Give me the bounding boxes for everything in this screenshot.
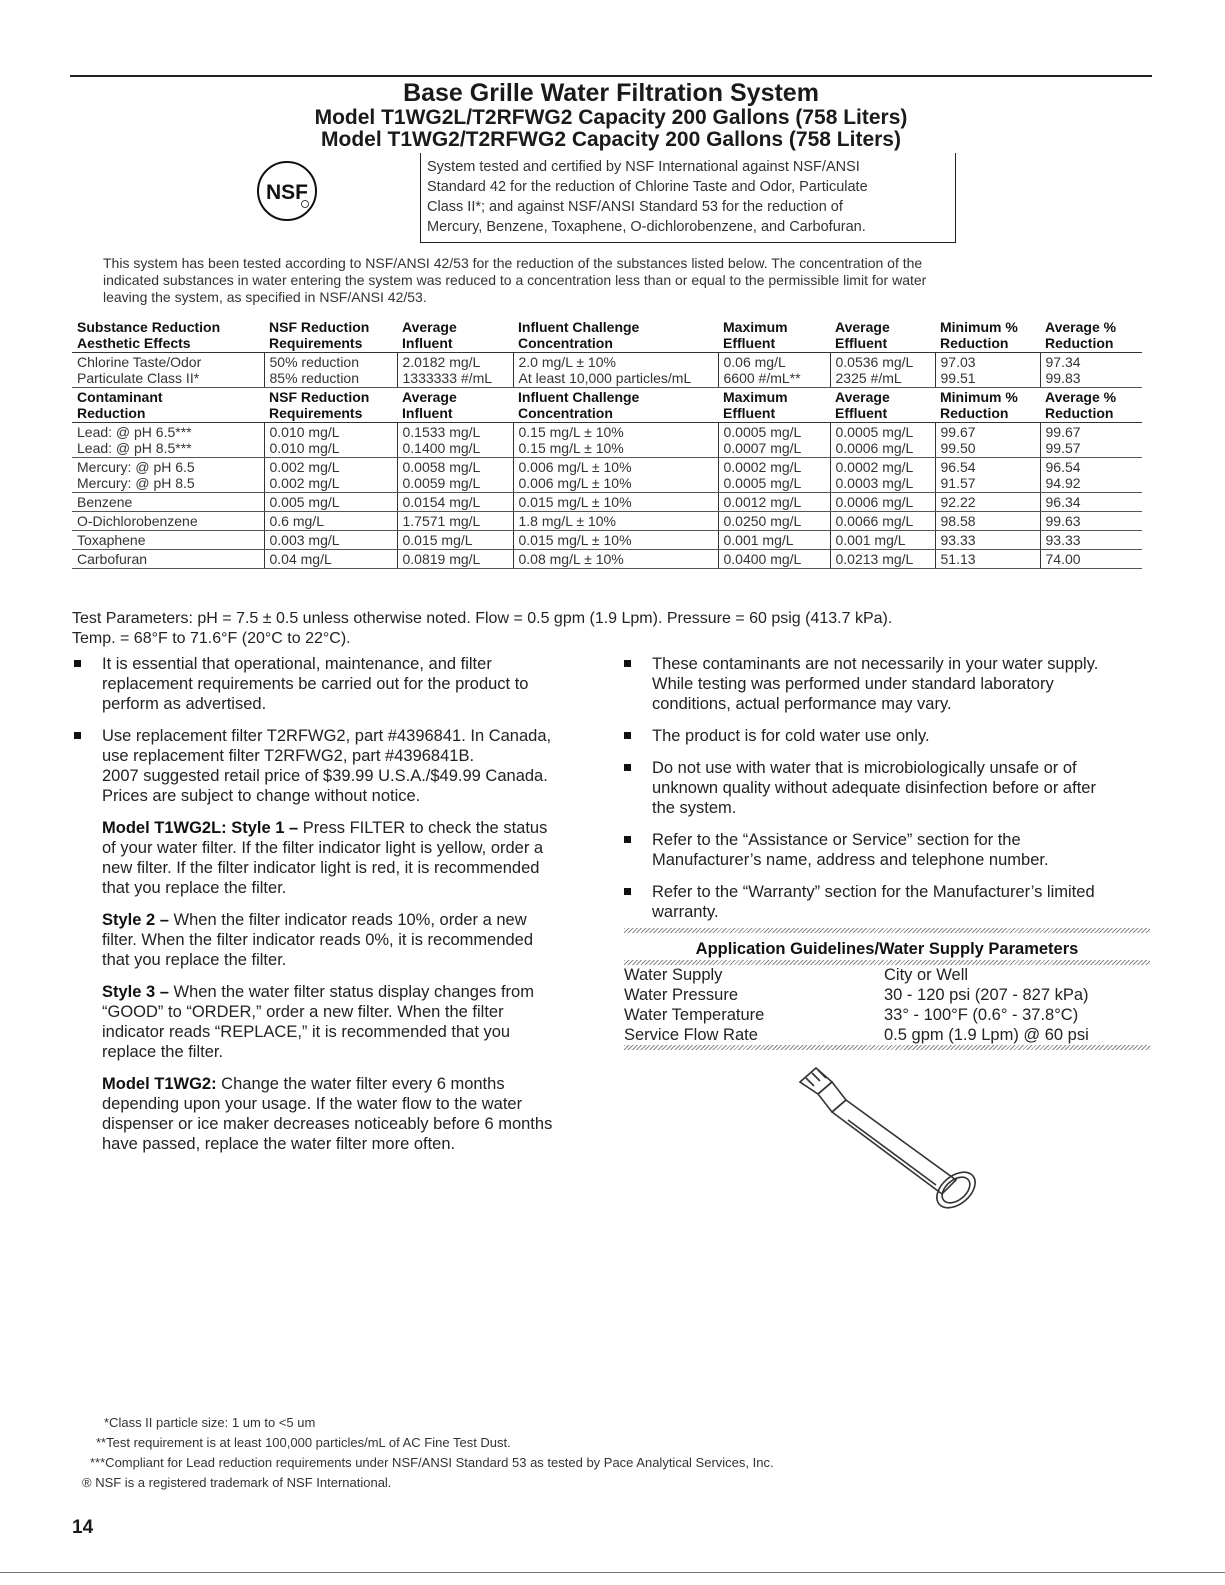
para-line: that you replace the filter. — [102, 879, 287, 897]
cell-line: Average — [402, 319, 457, 335]
cell-line: 97.34 — [1045, 354, 1081, 370]
model-title-2: Model T1WG2/T2RFWG2 Capacity 200 Gallons (758 Liters) — [321, 128, 901, 151]
cell-line: 99.67 — [940, 424, 976, 440]
table-cell — [718, 512, 830, 531]
table-cell — [513, 458, 718, 493]
cell-line: 0.005 mg/L — [269, 494, 340, 510]
cell-line: 0.0005 mg/L — [723, 475, 802, 491]
bullet-line: Refer to the “Assistance or Service” section for the — [652, 831, 1021, 849]
table-header-cell — [72, 388, 264, 423]
table-cell — [513, 353, 718, 388]
cell-line: 99.63 — [1045, 513, 1081, 529]
cell-line: 1333333 #/mL — [402, 370, 493, 386]
guideline-row — [624, 965, 1150, 985]
table-cell — [1040, 550, 1142, 569]
cell-line: 0.04 mg/L — [269, 551, 332, 567]
cell-line: Influent Challenge — [518, 389, 640, 405]
table-cell — [264, 531, 397, 550]
bullet-line: the system. — [652, 799, 737, 817]
bullet-item — [622, 726, 1152, 746]
cell-line: 0.0213 mg/L — [835, 551, 914, 567]
bullet-item — [72, 726, 592, 806]
cell-line: 0.003 mg/L — [269, 532, 340, 548]
cell-line: Effluent — [835, 335, 888, 351]
para-line: of your water filter. If the filter indicator light is yellow, order a — [102, 839, 544, 857]
table-cell — [72, 550, 264, 569]
bullet-line: perform as advertised. — [102, 695, 267, 713]
page-title: Base Grille Water Filtration System — [403, 79, 819, 107]
table-cell — [718, 458, 830, 493]
para-line: depending upon your usage. If the water flow to the water — [102, 1095, 523, 1113]
table-row — [72, 531, 1142, 550]
bullet-line: The product is for cold water use only. — [652, 727, 930, 745]
cell-line: Chlorine Taste/Odor — [77, 354, 202, 370]
table-cell — [72, 353, 264, 388]
table-header-cell — [397, 388, 513, 423]
cell-line: 0.0005 mg/L — [835, 424, 914, 440]
bottom-rule — [0, 1572, 1225, 1573]
table-cell — [1040, 423, 1142, 458]
cell-line: Minimum % — [940, 389, 1018, 405]
table-row — [72, 550, 1142, 569]
table-cell — [1040, 493, 1142, 512]
cell-line: Average % — [1045, 319, 1117, 335]
guideline-value: 30 - 120 psi (207 - 827 kPa) — [884, 986, 1089, 1004]
cell-line: Minimum % — [940, 319, 1018, 335]
table-header-cell — [1040, 318, 1142, 353]
cell-line: Concentration — [518, 335, 613, 351]
application-guidelines-box — [624, 928, 1150, 1050]
style3-paragraph — [72, 982, 592, 1062]
bullet-item — [72, 654, 592, 714]
cell-line: 0.010 mg/L — [269, 424, 340, 440]
cell-line: 0.6 mg/L — [269, 513, 324, 529]
cell-line: 0.08 mg/L ± 10% — [518, 551, 624, 567]
guideline-key: Service Flow Rate — [624, 1026, 758, 1044]
cell-line: 0.006 mg/L ± 10% — [518, 475, 632, 491]
cell-line: 0.0819 mg/L — [402, 551, 481, 567]
bullet-line: Refer to the “Warranty” section for the Manufacturer’s limited — [652, 883, 1095, 901]
guideline-row — [624, 985, 1150, 1005]
cell-line: 0.0250 mg/L — [723, 513, 802, 529]
cell-line: 0.06 mg/L — [723, 354, 786, 370]
cell-line: Substance Reduction — [77, 319, 221, 335]
cell-line: Reduction — [1045, 335, 1114, 351]
bullet-line: unknown quality without adequate disinfection before or after — [652, 779, 1096, 797]
table-header-row — [72, 388, 1142, 423]
para-text: Press FILTER to check the status — [298, 819, 548, 837]
cell-line: Particulate Class II* — [77, 370, 200, 386]
intro-line: indicated substances in water entering the system was reduced to a concentration less than or equal to the permissible limit for water — [103, 272, 927, 288]
guideline-key: Water Supply — [624, 966, 723, 984]
table-header-cell — [718, 318, 830, 353]
cell-line: 96.34 — [1045, 494, 1081, 510]
cell-line: 0.0002 mg/L — [723, 459, 802, 475]
bullet-line: Use replacement filter T2RFWG2, part #4396841. In Canada, — [102, 727, 552, 745]
bullet-line: Manufacturer’s name, address and telephone number. — [652, 851, 1049, 869]
table-cell — [264, 550, 397, 569]
nsf-box-line: Mercury, Benzene, Toxaphene, O-dichlorobenzene, and Carbofuran. — [427, 219, 866, 235]
cell-line: Benzene — [77, 494, 133, 510]
cell-line: 99.83 — [1045, 370, 1081, 386]
cell-line: NSF Reduction — [269, 389, 370, 405]
table-cell — [935, 550, 1040, 569]
intro-line: This system has been tested according to NSF/ANSI 42/53 for the reduction of the substances listed below. The concentration of the — [103, 255, 923, 271]
bullet-square-icon — [624, 660, 631, 667]
table-cell — [718, 353, 830, 388]
cell-line: 0.0066 mg/L — [835, 513, 914, 529]
table-cell — [513, 493, 718, 512]
cell-line: Aesthetic Effects — [77, 335, 191, 351]
table-cell — [830, 423, 935, 458]
bullet-line: Do not use with water that is microbiologically unsafe or of — [652, 759, 1077, 777]
table-header-cell — [264, 318, 397, 353]
page-title-block — [70, 80, 1152, 151]
cell-line: 6600 #/mL** — [723, 370, 801, 386]
table-cell — [264, 353, 397, 388]
table-cell — [830, 512, 935, 531]
table-cell — [513, 550, 718, 569]
cell-line: 0.0006 mg/L — [835, 494, 914, 510]
nsf-logo-icon — [256, 160, 318, 222]
cell-line: 50% reduction — [269, 354, 360, 370]
table-cell — [397, 458, 513, 493]
cell-line: Average — [835, 389, 890, 405]
table-header-cell — [718, 388, 830, 423]
guideline-row — [624, 1025, 1150, 1045]
bullet-square-icon — [74, 732, 81, 739]
reduction-table-body — [72, 318, 1142, 569]
footnote: ® NSF is a registered trademark of NSF International. — [82, 1475, 392, 1490]
hatch-divider — [624, 1045, 1150, 1050]
bullet-line: 2007 suggested retail price of $39.99 U.S.A./$49.99 Canada. — [102, 767, 548, 785]
table-cell — [513, 512, 718, 531]
bullet-square-icon — [624, 836, 631, 843]
cell-line: Influent — [402, 335, 453, 351]
table-header-cell — [264, 388, 397, 423]
table-row — [72, 458, 1142, 493]
cell-line: Average % — [1045, 389, 1117, 405]
table-header-cell — [513, 388, 718, 423]
table-cell — [264, 458, 397, 493]
cell-line: 99.51 — [940, 370, 976, 386]
cell-line: Mercury: @ pH 8.5 — [77, 475, 195, 491]
model-title-1: Model T1WG2L/T2RFWG2 Capacity 200 Gallons (758 Liters) — [314, 106, 908, 129]
reduction-table — [72, 318, 1142, 569]
cell-line: 94.92 — [1045, 475, 1081, 491]
para-text: When the filter indicator reads 10%, order a new — [168, 911, 527, 929]
cell-line: 0.0002 mg/L — [835, 459, 914, 475]
cell-line: Carbofuran — [77, 551, 148, 567]
para-line: dispenser or ice maker decreases noticeably before 6 months — [102, 1115, 553, 1133]
table-cell — [264, 493, 397, 512]
table-cell — [718, 423, 830, 458]
cell-line: Influent — [402, 405, 453, 421]
table-cell — [935, 353, 1040, 388]
bullet-square-icon — [624, 888, 631, 895]
intro-paragraph — [103, 255, 1153, 306]
cell-line: 0.1400 mg/L — [402, 440, 481, 456]
bullet-line: These contaminants are not necessarily in your water supply. — [652, 655, 1099, 673]
guideline-key: Water Pressure — [624, 986, 739, 1004]
guideline-row — [624, 1005, 1150, 1025]
table-header-cell — [397, 318, 513, 353]
cell-line: 99.50 — [940, 440, 976, 456]
cell-line: 0.006 mg/L ± 10% — [518, 459, 632, 475]
table-cell — [264, 423, 397, 458]
table-cell — [935, 531, 1040, 550]
cell-line: 2325 #/mL — [835, 370, 902, 386]
nsf-box-line: Class II*; and against NSF/ANSI Standard 53 for the reduction of — [427, 199, 843, 215]
table-cell — [718, 493, 830, 512]
footnotes — [82, 1413, 774, 1493]
cell-line: Reduction — [77, 405, 146, 421]
table-cell — [830, 493, 935, 512]
cell-line: 0.015 mg/L ± 10% — [518, 494, 632, 510]
cell-line: Contaminant — [77, 389, 163, 405]
cell-line: 92.22 — [940, 494, 976, 510]
bullet-line: While testing was performed under standard laboratory — [652, 675, 1054, 693]
cell-line: Concentration — [518, 405, 613, 421]
table-header-cell — [830, 388, 935, 423]
bullet-line: replacement requirements be carried out for the product to — [102, 675, 529, 693]
table-cell — [935, 493, 1040, 512]
para-text: Change the water filter every 6 months — [216, 1075, 505, 1093]
nsf-box-line: System tested and certified by NSF International against NSF/ANSI — [427, 159, 860, 175]
table-header-cell — [830, 318, 935, 353]
table-header-cell — [513, 318, 718, 353]
table-row — [72, 512, 1142, 531]
style2-paragraph — [72, 910, 592, 970]
cell-line: Average — [402, 389, 457, 405]
table-cell — [1040, 458, 1142, 493]
table-cell — [72, 423, 264, 458]
cell-line: Effluent — [835, 405, 888, 421]
left-column — [72, 654, 592, 1166]
cell-line: Toxaphene — [77, 532, 146, 548]
para-line: have passed, replace the water filter more often. — [102, 1135, 456, 1153]
nsf-logo-text: NSF — [266, 181, 308, 204]
cell-line: Requirements — [269, 335, 363, 351]
model-t1wg2l-style1-heading: Model T1WG2L: Style 1 – — [102, 819, 299, 837]
bullet-line: Prices are subject to change without notice. — [102, 787, 421, 805]
table-cell — [397, 353, 513, 388]
guideline-key: Water Temperature — [624, 1006, 765, 1024]
table-cell — [397, 512, 513, 531]
right-column — [622, 654, 1152, 934]
cell-line: 1.8 mg/L ± 10% — [518, 513, 616, 529]
cell-line: 0.015 mg/L — [402, 532, 473, 548]
table-cell — [1040, 531, 1142, 550]
table-row — [72, 353, 1142, 388]
table-cell — [830, 531, 935, 550]
cell-line: 93.33 — [1045, 532, 1081, 548]
cell-line: Mercury: @ pH 6.5 — [77, 459, 195, 475]
bullet-square-icon — [624, 732, 631, 739]
cell-line: Lead: @ pH 8.5*** — [77, 440, 192, 456]
cell-line: 0.0154 mg/L — [402, 494, 481, 510]
cell-line: 1.7571 mg/L — [402, 513, 481, 529]
cell-line: 98.58 — [940, 513, 976, 529]
bullet-item — [622, 758, 1152, 818]
cell-line: 0.0059 mg/L — [402, 475, 481, 491]
nsf-box-line: Standard 42 for the reduction of Chlorine Taste and Odor, Particulate — [427, 179, 868, 195]
cell-line: 0.002 mg/L — [269, 475, 340, 491]
nsf-certification-box — [420, 153, 956, 243]
table-row — [72, 493, 1142, 512]
cell-line: 99.67 — [1045, 424, 1081, 440]
cell-line: Reduction — [940, 405, 1009, 421]
table-cell — [72, 458, 264, 493]
table-cell — [397, 531, 513, 550]
cell-line: 0.015 mg/L ± 10% — [518, 532, 632, 548]
cell-line: Influent Challenge — [518, 319, 640, 335]
cell-line: 0.0003 mg/L — [835, 475, 914, 491]
style2-heading: Style 2 – — [102, 911, 169, 929]
cell-line: 97.03 — [940, 354, 976, 370]
cell-line: 0.001 mg/L — [723, 532, 794, 548]
table-row — [72, 423, 1142, 458]
cell-line: 0.0007 mg/L — [723, 440, 802, 456]
top-rule — [70, 75, 1152, 77]
cell-line: 96.54 — [940, 459, 976, 475]
table-header-row — [72, 318, 1142, 353]
cell-line: O-Dichlorobenzene — [77, 513, 198, 529]
cell-line: At least 10,000 particles/mL — [518, 370, 692, 386]
table-cell — [72, 493, 264, 512]
cell-line: 0.0058 mg/L — [402, 459, 481, 475]
table-cell — [830, 458, 935, 493]
para-line: indicator reads “REPLACE,” it is recommended that you — [102, 1023, 511, 1041]
guideline-value: 0.5 gpm (1.9 Lpm) @ 60 psi — [884, 1026, 1089, 1044]
bullet-line: use replacement filter T2RFWG2, part #4396841B. — [102, 747, 475, 765]
bullet-item — [622, 882, 1152, 922]
cell-line: 0.001 mg/L — [835, 532, 906, 548]
para-line: “GOOD” to “ORDER,” order a new filter. When the filter — [102, 1003, 504, 1021]
bullet-line: conditions, actual performance may vary. — [652, 695, 952, 713]
table-cell — [1040, 512, 1142, 531]
cell-line: Lead: @ pH 6.5*** — [77, 424, 192, 440]
cell-line: 85% reduction — [269, 370, 360, 386]
test-parameters-line: Test Parameters: pH = 7.5 ± 0.5 unless otherwise noted. Flow = 0.5 gpm (1.9 Lpm). Pressure = 60 psig (413.7 kPa). — [72, 610, 893, 627]
cell-line: Maximum — [723, 389, 788, 405]
table-header-cell — [72, 318, 264, 353]
table-header-cell — [935, 388, 1040, 423]
table-cell — [397, 423, 513, 458]
table-header-cell — [1040, 388, 1142, 423]
cell-line: 93.33 — [940, 532, 976, 548]
table-cell — [718, 531, 830, 550]
table-cell — [830, 353, 935, 388]
table-cell — [513, 531, 718, 550]
cell-line: 0.0536 mg/L — [835, 354, 914, 370]
table-cell — [718, 550, 830, 569]
bullet-square-icon — [74, 660, 81, 667]
cell-line: Maximum — [723, 319, 788, 335]
bullet-line: It is essential that operational, maintenance, and filter — [102, 655, 492, 673]
cell-line: 0.010 mg/L — [269, 440, 340, 456]
model-t1wg2-heading: Model T1WG2: — [102, 1075, 217, 1093]
cell-line: NSF Reduction — [269, 319, 370, 335]
bullet-line: warranty. — [652, 903, 719, 921]
model-t1wg2-paragraph — [72, 1074, 592, 1154]
table-cell — [397, 493, 513, 512]
guideline-value: 33° - 100°F (0.6° - 37.8°C) — [884, 1006, 1079, 1024]
table-cell — [72, 531, 264, 550]
water-filter-illustration-icon — [788, 1062, 984, 1212]
cell-line: 0.1533 mg/L — [402, 424, 481, 440]
cell-line: Effluent — [723, 335, 776, 351]
table-cell — [935, 423, 1040, 458]
cell-line: 2.0 mg/L ± 10% — [518, 354, 616, 370]
para-line: filter. When the filter indicator reads 0%, it is recommended — [102, 931, 534, 949]
cell-line: 74.00 — [1045, 551, 1081, 567]
table-cell — [264, 512, 397, 531]
table-header-cell — [935, 318, 1040, 353]
table-cell — [1040, 353, 1142, 388]
cell-line: 96.54 — [1045, 459, 1081, 475]
test-parameters — [72, 609, 892, 649]
cell-line: 0.0400 mg/L — [723, 551, 802, 567]
style3-heading: Style 3 – — [102, 983, 169, 1001]
cell-line: 0.0006 mg/L — [835, 440, 914, 456]
footnote: ***Compliant for Lead reduction requirements under NSF/ANSI Standard 53 as tested by Pace Analytical Services, Inc. — [90, 1455, 774, 1470]
para-line: new filter. If the filter indicator light is red, it is recommended — [102, 859, 540, 877]
bullet-item — [622, 830, 1152, 870]
table-cell — [397, 550, 513, 569]
table-cell — [935, 458, 1040, 493]
application-guidelines-title: Application Guidelines/Water Supply Parameters — [695, 940, 1079, 958]
para-text: When the water filter status display changes from — [168, 983, 534, 1001]
table-cell — [513, 423, 718, 458]
para-line: that you replace the filter. — [102, 951, 287, 969]
cell-line: Requirements — [269, 405, 363, 421]
cell-line: 2.0182 mg/L — [402, 354, 481, 370]
footnote: **Test requirement is at least 100,000 particles/mL of AC Fine Test Dust. — [96, 1435, 511, 1450]
page-number: 14 — [72, 1517, 94, 1538]
table-cell — [935, 512, 1040, 531]
cell-line: Reduction — [1045, 405, 1114, 421]
style1-paragraph — [72, 818, 592, 898]
cell-line: 0.15 mg/L ± 10% — [518, 440, 624, 456]
cell-line: 0.0012 mg/L — [723, 494, 802, 510]
intro-line: leaving the system, as specified in NSF/ANSI 42/53. — [103, 289, 427, 305]
cell-line: Reduction — [940, 335, 1009, 351]
cell-line: Effluent — [723, 405, 776, 421]
cell-line: Average — [835, 319, 890, 335]
footnote: *Class II particle size: 1 um to <5 um — [104, 1415, 316, 1430]
cell-line: 0.0005 mg/L — [723, 424, 802, 440]
cell-line: 0.15 mg/L ± 10% — [518, 424, 624, 440]
cell-line: 91.57 — [940, 475, 976, 491]
table-cell — [830, 550, 935, 569]
bullet-square-icon — [624, 764, 631, 771]
cell-line: 99.57 — [1045, 440, 1081, 456]
test-parameters-line: Temp. = 68°F to 71.6°F (20°C to 22°C). — [72, 630, 351, 647]
bullet-item — [622, 654, 1152, 714]
table-cell — [72, 512, 264, 531]
guideline-value: City or Well — [884, 966, 969, 984]
cell-line: 0.002 mg/L — [269, 459, 340, 475]
cell-line: 51.13 — [940, 551, 976, 567]
para-line: replace the filter. — [102, 1043, 224, 1061]
